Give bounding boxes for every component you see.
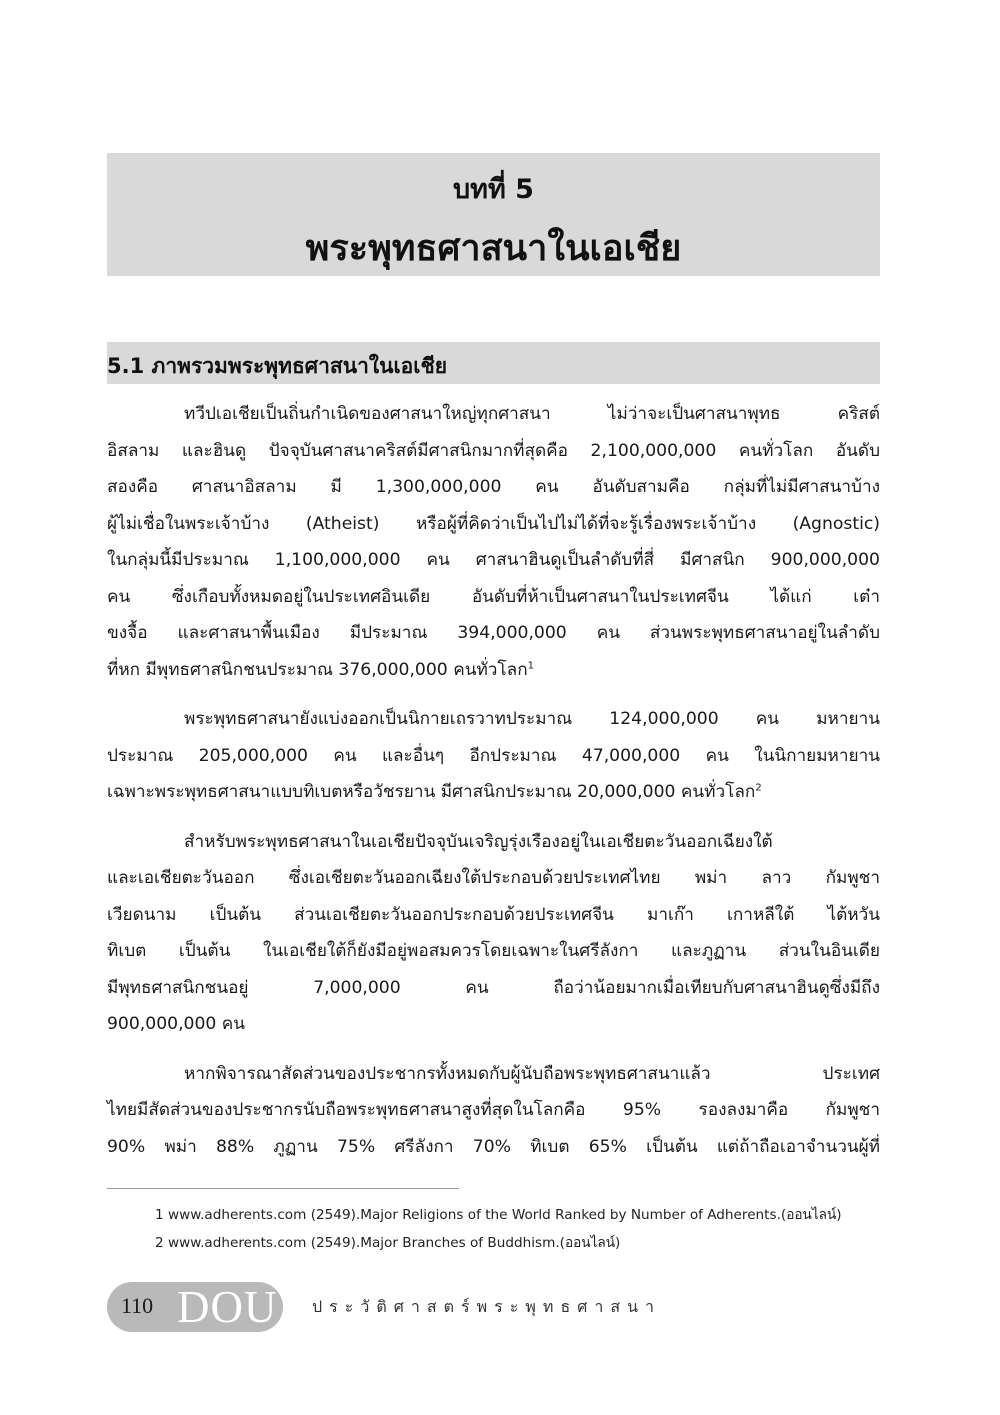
text-line: ประมาณ 205,000,000 คน และอื่นๆ อีกประมาณ 47,000,000 คน ในนิกายมหายาน [107,745,880,766]
paragraph-3 [107,824,880,1043]
footnote-ref-2[interactable]: 2 [755,782,762,794]
text-line: ขงจื้อ และศาสนาพื้นเมือง มีประมาณ 394,000,000 คน ส่วนพระพุทธศาสนาอยู่ในลำดับ [107,623,880,643]
text-line: สองคือ ศาสนาอิสลาม มี 1,300,000,000 คน อันดับสามคือ กลุ่มที่ไม่มีศาสนาบ้าง [107,477,880,497]
page-badge [107,1282,283,1332]
text-line: ทวีปเอเชียเป็นถิ่นกำเนิดของศาสนาใหญ่ทุกศาสนา ไม่ว่าจะเป็นศาสนาพุทธ คริสต์ [184,404,880,424]
text-line: ไทยมีสัดส่วนของประชากรนับถือพระพุทธศาสนาสูงที่สุดในโลกคือ 95% รองลงมาคือ กัมพูชา [107,1100,880,1120]
footnote-1: 1 www.adherents.com (2549).Major Religions of the World Ranked by Number of Adherents.(ออนไลน์) [155,1207,842,1223]
text-line-last [107,652,880,689]
text-line: เวียดนาม เป็นต้น ส่วนเอเชียตะวันออกประกอบด้วยประเทศจีน มาเก๊า เกาหลีใต้ ไต้หวัน [107,904,880,925]
text-line: คน ซึ่งเกือบทั้งหมดอยู่ในประเทศอินเดีย อันดับที่ห้าเป็นศาสนาในประเทศจีน ได้แก่ เต๋า [107,586,880,607]
text-line: มีพุทธศาสนิกชนอยู่ 7,000,000 คน ถือว่าน้อยมากเมื่อเทียบกับศาสนาฮินดูซึ่งมีถึง [107,977,880,998]
text-line: และเอเชียตะวันออก ซึ่งเอเชียตะวันออกเฉียงใต้ประกอบด้วยประเทศไทย พม่า ลาว กัมพูชา [107,868,880,888]
footnote-divider [107,1188,459,1189]
section-heading: 5.1 ภาพรวมพระพุทธศาสนาในเอเชีย [107,354,448,378]
paragraph-4 [107,1056,880,1166]
body-text [107,396,880,1178]
chapter-header [107,153,880,276]
paragraph-1 [107,396,880,688]
paragraph-2 [107,701,880,811]
footnote-2: 2 www.adherents.com (2549).Major Branches of Buddhism.(ออนไลน์) [155,1235,621,1251]
text-line: พระพุทธศาสนายังแบ่งออกเป็นนิกายเถรวาทประมาณ 124,000,000 คน มหายาน [184,709,880,729]
footnotes [155,1201,895,1257]
chapter-title: พระพุทธศาสนาในเอเชีย [305,228,682,269]
text-line: สำหรับพระพุทธศาสนาในเอเชียปัจจุบันเจริญรุ่งเรืองอยู่ในเอเชียตะวันออกเฉียงใต้ [184,831,773,852]
text-line: ผู้ไม่เชื่อในพระเจ้าบ้าง (Atheist) หรือผู้ที่คิดว่าเป็นไปไม่ได้ที่จะรู้เรื่องพระเจ้าบ้าง (Agnostic) [107,513,880,534]
text-line: อิสลาม และฮินดู ปัจจุบันศาสนาคริสต์มีศาสนิกมากที่สุดคือ 2,100,000,000 คนทั่วโลก อันดับ [107,440,880,461]
text-line: ทิเบต เป็นต้น ในเอเชียใต้ก็ยังมีอยู่พอสมควรโดยเฉพาะในศรีลังกา และภูฏาน ส่วนในอินเดีย [107,941,880,961]
text-line: 900,000,000 คน [107,1014,246,1034]
text-line: หากพิจารณาสัดส่วนของประชากรทั้งหมดกับผู้นับถือพระพุทธศาสนาแล้ว ประเทศ [184,1063,880,1084]
dou-logo: DOU [177,1282,278,1332]
text-line: ที่หก มีพุทธศาสนิกชนประมาณ 376,000,000 คนทั่วโลก [107,659,528,680]
text-line: 90% พม่า 88% ภูฏาน 75% ศรีลังกา 70% ทิเบต 65% เป็นต้น แต่ถ้าถือเอาจำนวนผู้ที่ [107,1136,880,1157]
section-header [107,342,880,384]
text-line: ในกลุ่มนี้มีประมาณ 1,100,000,000 คน ศาสนาฮินดูเป็นลำดับที่สี่ มีศาสนิก 900,000,000 [107,550,880,570]
text-line-last [107,774,880,811]
page-number: 110 [121,1293,154,1318]
chapter-number: บทที่ 5 [453,174,534,205]
footnote-ref-1[interactable]: 1 [527,659,534,671]
book-title: ประวัติศาสตร์พระพุทธศาสนา [312,1297,662,1316]
text-line: เฉพาะพระพุทธศาสนาแบบทิเบตหรือวัชรยาน มีศาสนิกประมาณ 20,000,000 คนทั่วโลก [107,782,756,802]
